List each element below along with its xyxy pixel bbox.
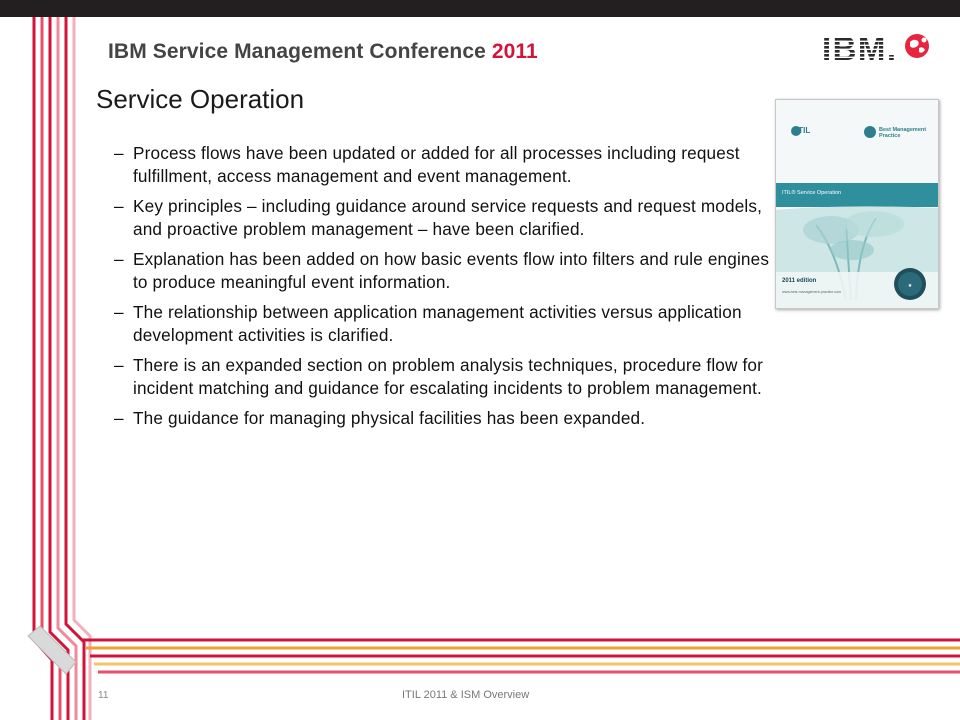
bullet-text: The relationship between application management activities versus application development activities is clarified.: [133, 302, 742, 345]
book-edition: 2011 edition: [782, 278, 817, 284]
book-title: ITIL® Service Operation: [782, 190, 842, 196]
conference-year: 2011: [491, 40, 538, 63]
ibm-logo: [822, 34, 900, 64]
book-cover-image: [775, 99, 939, 309]
bullet-item: [114, 407, 774, 430]
bullet-text: The guidance for managing physical facilities has been expanded.: [133, 408, 646, 428]
book-url: www.best-management-practice.com: [782, 290, 842, 294]
svg-text:IBM.: IBM.: [822, 34, 896, 64]
bullet-text: Explanation has been added on how basic events flow into filters and rule engines to produce meaningful event information.: [133, 249, 770, 292]
page-number: 11: [98, 690, 109, 701]
bullet-marker: –: [114, 408, 124, 428]
bullet-marker: –: [114, 355, 124, 375]
bullet-marker: –: [114, 249, 124, 269]
bullet-item: [114, 195, 774, 240]
conference-title-text: IBM Service Management Conference: [108, 40, 486, 63]
bullet-item: [114, 301, 774, 346]
bullet-marker: –: [114, 302, 124, 322]
bullet-marker: –: [114, 143, 124, 163]
footer-text: ITIL 2011 & ISM Overview: [402, 689, 530, 701]
book-brand: ITIL: [796, 126, 811, 135]
book-publisher: Best Management Practice: [879, 127, 927, 139]
slide-title: Service Operation: [96, 84, 305, 114]
globe-icon: [902, 31, 932, 61]
bullet-marker: –: [114, 196, 124, 216]
conference-title: [108, 40, 538, 64]
bullet-text: Key principles – including guidance around service requests and request models, and proactive problem management – have been clarified.: [133, 196, 763, 239]
bullet-text: There is an expanded section on problem analysis techniques, procedure flow for incident matching and guidance for escalating incidents to problem management.: [133, 355, 764, 398]
bullet-item: [114, 248, 774, 293]
bullet-item: [114, 142, 774, 187]
svg-text:★: ★: [907, 283, 913, 289]
bullet-text: Process flows have been updated or added for all processes including request fulfillment, access management and event management.: [133, 143, 740, 186]
bullet-item: [114, 354, 774, 399]
bullet-list: [114, 142, 774, 438]
